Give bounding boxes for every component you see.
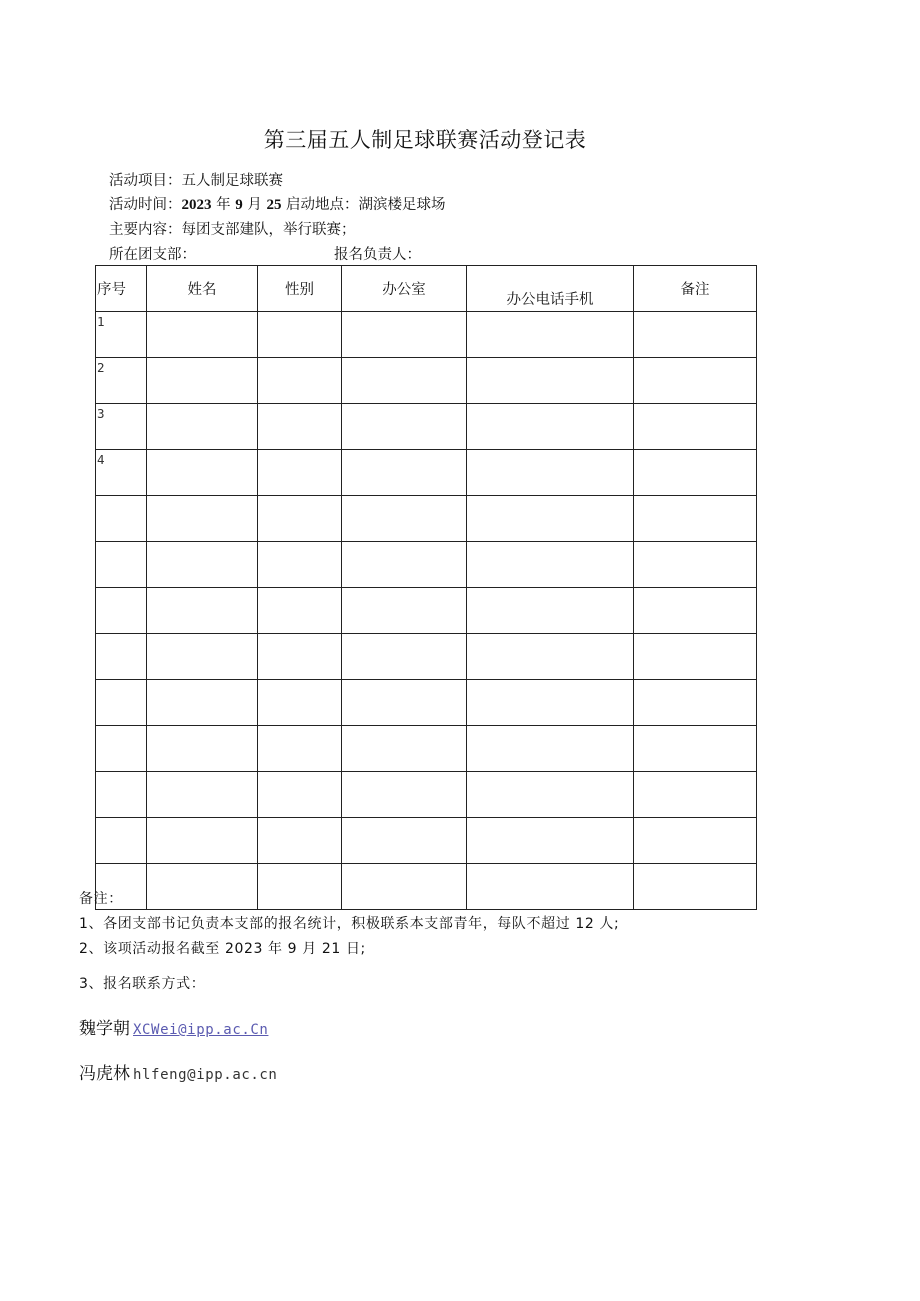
cell-remarks[interactable] [634,680,757,726]
table-row [96,542,757,588]
notes-heading: 备注： [79,891,123,907]
cell-remarks[interactable] [634,542,757,588]
cell-phone[interactable] [467,588,634,634]
cell-name[interactable] [147,680,258,726]
row-seq [96,588,147,634]
cell-gender[interactable] [258,634,342,680]
note-item-3: 3、报名联系方式： [79,976,206,992]
contact-name: 冯虎林 [79,1064,130,1084]
cell-name[interactable] [147,634,258,680]
cell-phone[interactable] [467,496,634,542]
cell-office[interactable] [342,312,467,358]
cell-gender[interactable] [258,496,342,542]
cell-name[interactable] [147,864,258,910]
cell-gender[interactable] [258,312,342,358]
row-seq: 2 [96,358,147,404]
cell-office[interactable] [342,588,467,634]
cell-gender[interactable] [258,450,342,496]
cell-phone[interactable] [467,312,634,358]
cell-gender[interactable] [258,726,342,772]
header-remarks: 备注 [634,266,757,312]
cell-remarks[interactable] [634,726,757,772]
row-seq [96,818,147,864]
contact-name: 魏学朝 [79,1019,130,1039]
cell-office[interactable] [342,680,467,726]
activity-month: 9 [235,197,243,213]
cell-office[interactable] [342,542,467,588]
row-seq [96,726,147,772]
cell-remarks[interactable] [634,496,757,542]
cell-gender[interactable] [258,588,342,634]
contact-email-link[interactable]: XCWei@ipp.ac.Cn [133,1022,269,1038]
cell-remarks[interactable] [634,588,757,634]
row-seq: 4 [96,450,147,496]
table-row [96,726,757,772]
activity-year-unit: 年 [211,197,236,213]
activity-time-prefix: 活动时间： [109,197,182,213]
branch-label: 所在团支部： [109,247,196,263]
cell-phone[interactable] [467,680,634,726]
leader-label: 报名负责人： [334,247,421,263]
cell-phone[interactable] [467,818,634,864]
activity-year: 2023 [181,197,212,213]
cell-office[interactable] [342,496,467,542]
cell-phone[interactable] [467,450,634,496]
cell-remarks[interactable] [634,864,757,910]
cell-name[interactable] [147,542,258,588]
cell-phone[interactable] [467,358,634,404]
row-seq [96,634,147,680]
cell-office[interactable] [342,864,467,910]
cell-remarks[interactable] [634,450,757,496]
cell-name[interactable] [147,358,258,404]
cell-gender[interactable] [258,358,342,404]
cell-office[interactable] [342,404,467,450]
cell-remarks[interactable] [634,772,757,818]
page-title: 第三届五人制足球联赛活动登记表 [263,128,587,152]
table-row [96,864,757,910]
cell-office[interactable] [342,358,467,404]
row-seq [96,496,147,542]
row-seq [96,542,147,588]
activity-time-location [109,193,446,214]
contact-2 [79,1059,277,1084]
table-row [96,358,757,404]
cell-phone[interactable] [467,772,634,818]
cell-name[interactable] [147,312,258,358]
activity-project: 活动项目：五人制足球联赛 [109,173,283,189]
cell-phone[interactable] [467,634,634,680]
table-row [96,772,757,818]
header-seq: 序号 [96,266,147,312]
cell-office[interactable] [342,450,467,496]
cell-phone[interactable] [467,404,634,450]
table-row [96,634,757,680]
cell-name[interactable] [147,772,258,818]
note-item-1: 1、各团支部书记负责本支部的报名统计，积极联系本支部青年，每队不超过 12 人; [79,916,620,932]
registration-table [95,265,757,910]
activity-month-unit: 月 [242,197,267,213]
cell-name[interactable] [147,726,258,772]
table-row [96,818,757,864]
cell-name[interactable] [147,404,258,450]
activity-day: 25 [266,197,282,213]
header-name: 姓名 [147,266,258,312]
cell-office[interactable] [342,772,467,818]
cell-office[interactable] [342,818,467,864]
cell-remarks[interactable] [634,358,757,404]
row-seq [96,680,147,726]
cell-gender[interactable] [258,404,342,450]
cell-gender[interactable] [258,772,342,818]
table-row [96,312,757,358]
cell-name[interactable] [147,496,258,542]
contact-1 [79,1014,268,1039]
header-office: 办公室 [342,266,467,312]
cell-remarks[interactable] [634,404,757,450]
cell-office[interactable] [342,634,467,680]
table-row [96,404,757,450]
cell-phone[interactable] [467,542,634,588]
cell-name[interactable] [147,450,258,496]
table-row [96,680,757,726]
table-row [96,496,757,542]
activity-content: 主要内容：每团支部建队，举行联赛； [109,222,356,238]
cell-gender[interactable] [258,680,342,726]
branch-leader-line [109,243,421,264]
cell-remarks[interactable] [634,634,757,680]
table-row [96,588,757,634]
cell-office[interactable] [342,726,467,772]
cell-gender[interactable] [258,864,342,910]
header-gender: 性别 [258,266,342,312]
cell-name[interactable] [147,588,258,634]
note-item-2: 2、该项活动报名截至 2023 年 9 月 21 日; [79,941,366,957]
cell-remarks[interactable] [634,312,757,358]
cell-remarks[interactable] [634,818,757,864]
contact-email: hlfeng@ipp.ac.cn [133,1067,278,1083]
cell-phone[interactable] [467,864,634,910]
cell-phone[interactable] [467,726,634,772]
row-seq: 1 [96,312,147,358]
cell-gender[interactable] [258,818,342,864]
activity-location: 启动地点：湖滨楼足球场 [281,197,446,213]
table-header-row [96,266,757,312]
row-seq: 3 [96,404,147,450]
header-phone: 办公电话手机 [467,266,634,312]
cell-name[interactable] [147,818,258,864]
cell-gender[interactable] [258,542,342,588]
table-row [96,450,757,496]
row-seq [96,772,147,818]
